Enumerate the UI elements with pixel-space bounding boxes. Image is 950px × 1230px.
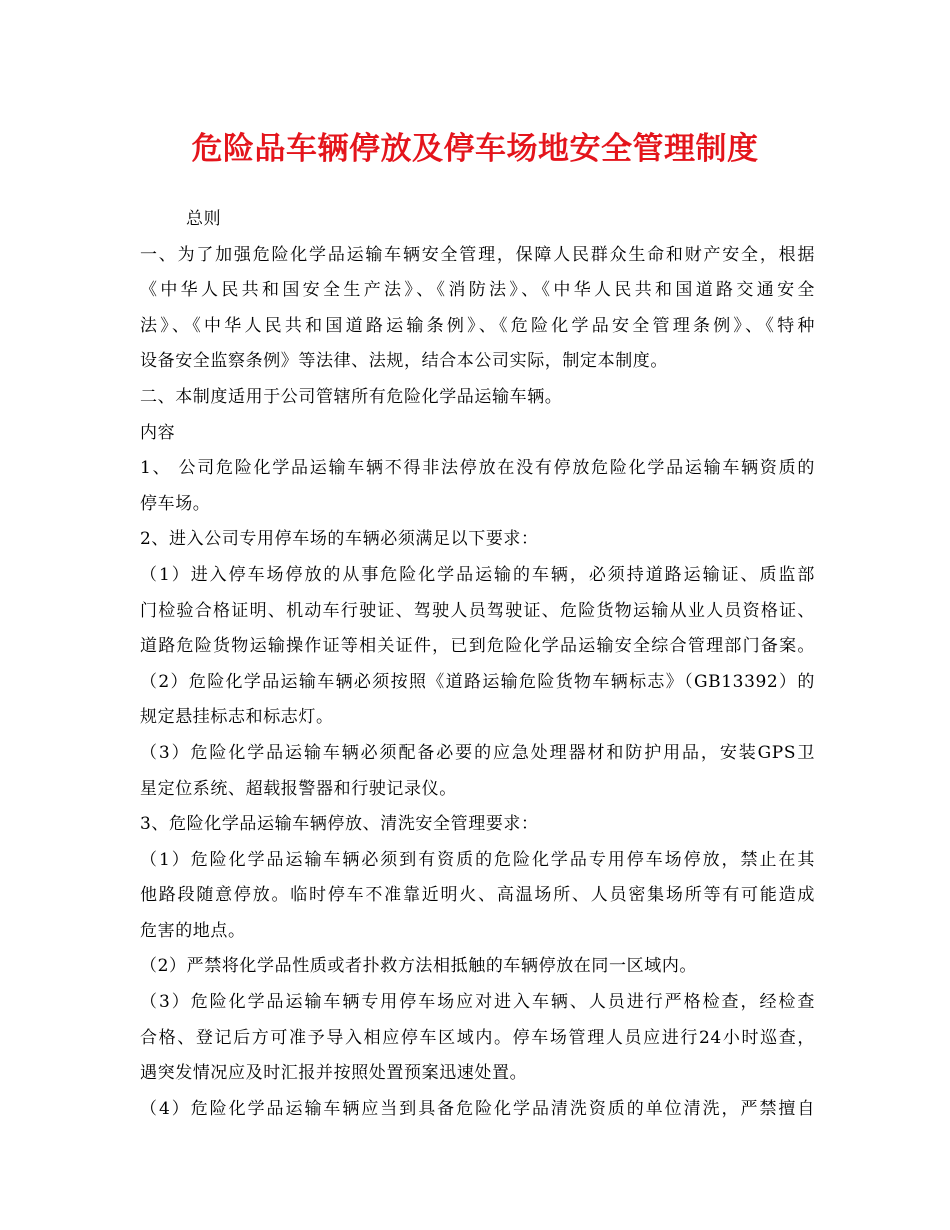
section-heading-content: 内容 [140,422,176,443]
paragraph-line: 2、进入公司专用停车场的车辆必须满足以下要求： [140,529,539,550]
paragraph-line: 规定悬挂标志和标志灯。 [140,707,334,728]
paragraph-line: 合格、登记后方可准予导入相应停车区域内。停车场管理人员应进行24小时巡查， [140,1027,815,1048]
paragraph-line: （2）严禁将化学品性质或者扑救方法相抵触的车辆停放在同一区域内。 [140,956,698,977]
paragraph-line: （4）危险化学品运输车辆应当到具备危险化学品清洗资质的单位清洗，严禁擅自 [140,1098,815,1119]
paragraph-line: （1）进入停车场停放的从事危险化学品运输的车辆，必须持道路运输证、质监部 [140,564,815,585]
paragraph-line: 停车场。 [140,493,211,514]
paragraph-line: 危害的地点。 [140,920,246,941]
paragraph-line: 《中华人民共和国安全生产法》、《消防法》、《中华人民共和国道路交通安全 [140,280,815,301]
document-body [140,202,815,1127]
document-title: 危险品车辆停放及停车场地安全管理制度 [191,131,759,167]
paragraph-line: （3）危险化学品运输车辆专用停车场应对进入车辆、人员进行严格检查，经检查 [140,992,815,1013]
section-heading-general: 总则 [186,209,222,229]
paragraph-line: 设备安全监察条例》等法律、法规，结合本公司实际，制定本制度。 [140,351,668,372]
paragraph-line: 道路危险货物运输操作证等相关证件，已到危险化学品运输安全综合管理部门备案。 [140,636,815,657]
paragraph-line: 1、 公司危险化学品运输车辆不得非法停放在没有停放危险化学品运输车辆资质的 [140,458,815,479]
paragraph-line: 他路段随意停放。临时停车不准靠近明火、高温场所、人员密集场所等有可能造成 [140,885,815,906]
paragraph-line: 二、本制度适用于公司管辖所有危险化学品运输车辆。 [140,386,563,407]
paragraph-line: 门检验合格证明、机动车行驶证、驾驶人员驾驶证、危险货物运输从业人员资格证、 [140,600,815,621]
paragraph-line: 法》、《中华人民共和国道路运输条例》、《危险化学品安全管理条例》、《特种 [140,315,815,336]
paragraph-line: 遇突发情况应及时汇报并按照处置预案迅速处置。 [140,1063,528,1084]
paragraph-line: （3）危险化学品运输车辆必须配备必要的应急处理器材和防护用品，安装GPS卫 [140,742,815,763]
paragraph-line: 星定位系统、超载报警器和行驶记录仪。 [140,778,457,799]
paragraph-line: 一、为了加强危险化学品运输车辆安全管理，保障人民群众生命和财产安全，根据 [140,244,815,265]
paragraph-line: （1）危险化学品运输车辆必须到有资质的危险化学品专用停车场停放，禁止在其 [140,849,815,870]
paragraph-line: 3、危险化学品运输车辆停放、清洗安全管理要求： [140,814,539,835]
paragraph-line: （2）危险化学品运输车辆必须按照《道路运输危险货物车辆标志》（GB13392）的 [140,671,815,692]
